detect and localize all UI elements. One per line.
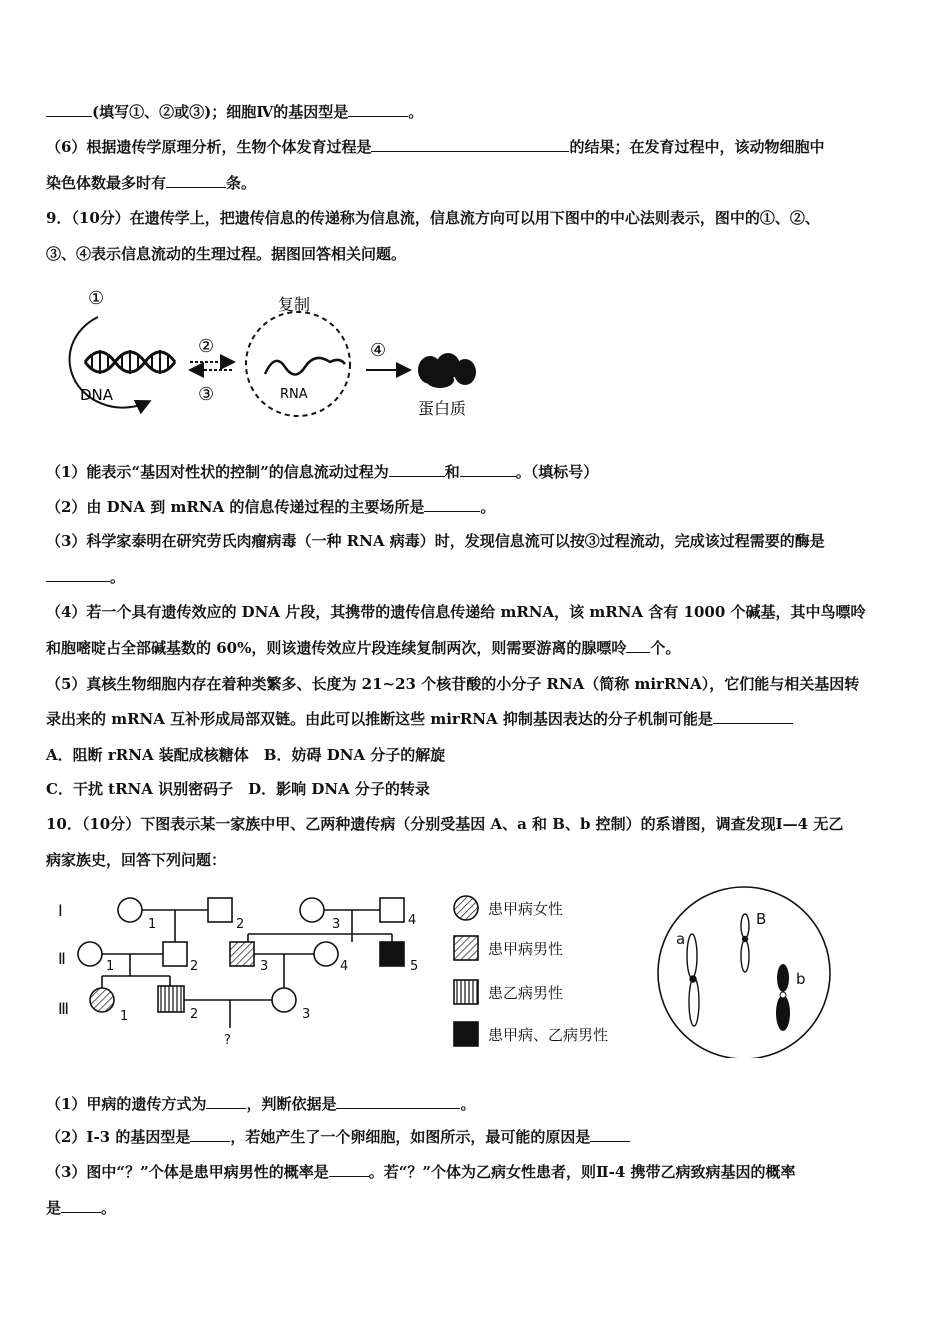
answer-blank[interactable] (336, 1094, 460, 1109)
q9-part-3b: 。 (46, 567, 125, 587)
answer-blank[interactable] (389, 462, 445, 477)
gen-3-label: Ⅲ (58, 999, 70, 1018)
q9-part-4a: （4）若一个具有遗传效应的 DNA 片段，其携带的遗传信息传递给 mRNA，该 mRNA 含有 1000 个碱基，其中鸟嘌呤 (46, 603, 866, 621)
q9-part-5b: 录出来的 mRNA 互补形成局部双链。由此可以推断这些 mirRNA 抑制基因表达的分子机制可能是 (46, 709, 793, 729)
individual-II-5 (380, 942, 404, 966)
individual-I-2 (208, 898, 232, 922)
individual-II-1 (78, 942, 102, 966)
label-II-5: 5 (410, 959, 419, 974)
pedigree-figure (40, 878, 920, 1058)
legend-male-ab-icon (454, 1022, 478, 1046)
q9-options-ab: A．阻断 rRNA 装配成核糖体 B．妨碍 DNA 分子的解旋 (46, 746, 446, 764)
q9-part-3a: （3）科学家泰明在研究劳氏肉瘤病毒（一种 RNA 病毒）时，发现信息流可以按③过程流动，完成该过程需要的酶是 (46, 532, 825, 550)
q10-part-3: （3）图中“？”个体是患甲病男性的概率是 。若“？”个体为乙病女性患者，则Ⅱ-4 携带乙病致病基因的概率 (46, 1163, 796, 1181)
rna-strand (265, 358, 345, 375)
chr-B-label: B (756, 910, 767, 928)
label-I-2: 2 (236, 917, 245, 932)
individual-II-2 (163, 942, 187, 966)
chr-a-label: a (676, 930, 686, 948)
label-I-3: 3 (332, 917, 341, 932)
chr-b-label: b (796, 970, 806, 988)
mark-4: ④ (370, 340, 387, 361)
answer-blank[interactable] (371, 137, 569, 152)
q8-line-2: （6）根据遗传学原理分析，生物个体发育过程是 的结果；在发育过程中，该动物细胞中 (46, 138, 825, 156)
individual-I-3 (300, 898, 324, 922)
label-I-4: 4 (408, 913, 417, 928)
q9-part-2: （2）由 DNA 到 mRNA 的信息传递过程的主要场所是 。 (46, 498, 496, 516)
individual-II-4 (314, 942, 338, 966)
answer-blank[interactable] (166, 173, 226, 188)
mark-1: ① (88, 288, 105, 309)
q10-part-3-end: 是 。 (46, 1199, 117, 1217)
legend-male-a-icon (454, 936, 478, 960)
legend-1: 患甲病女性 (488, 900, 564, 918)
answer-blank[interactable] (61, 1198, 101, 1213)
q8-line-1: (填写①、②或③)；细胞Ⅳ的基因型是 。 (46, 102, 423, 122)
legend-3: 患乙病男性 (488, 984, 564, 1002)
individual-I-4 (380, 898, 404, 922)
q10-stem-1: 10．（10分）下图表示某一家族中甲、乙两种遗传病（分别受基因 A、a 和 B、b 控制）的系谱图，调查发现Ⅰ—4 无乙 (46, 815, 844, 833)
q8-line-3: 染色体数最多时有 条。 (46, 174, 257, 192)
legend-male-b-icon (454, 980, 478, 1004)
q9-part-1: （1）能表示“基因对性状的控制”的信息流动过程为 和 。（填标号） (46, 463, 599, 481)
label-II-2: 2 (190, 959, 199, 974)
q10-part-1: （1）甲病的遗传方式为 ，判断依据是 。 (46, 1095, 476, 1113)
replicate-label: 复制 (278, 295, 311, 314)
individual-II-3 (230, 942, 254, 966)
answer-blank[interactable] (590, 1127, 630, 1142)
central-dogma-figure (40, 282, 500, 432)
individual-III-1 (90, 988, 114, 1012)
gen-1-label: Ⅰ (58, 901, 63, 920)
q10-part-2: （2）Ⅰ-3 的基因型是 ，若她产生了一个卵细胞，如图所示，最可能的原因是 (46, 1127, 630, 1147)
q10-stem-2: 病家族史，回答下列问题： (46, 851, 227, 869)
q9-stem-1: 9．（10分）在遗传学上，把遗传信息的传递称为信息流，信息流方向可以用下图中的中心法则表示，图中的①、②、 (46, 209, 820, 227)
individual-III-2 (158, 986, 184, 1012)
legend-4: 患甲病、乙病男性 (488, 1026, 609, 1044)
answer-blank[interactable] (190, 1127, 230, 1142)
protein-shape (418, 353, 476, 388)
answer-blank[interactable] (348, 102, 408, 117)
rna-label: RNA (280, 387, 308, 402)
legend-female-a-icon (454, 896, 478, 920)
label-I-1: 1 (148, 917, 157, 932)
answer-blank[interactable] (46, 567, 110, 582)
label-II-1: 1 (106, 959, 115, 974)
q9-stem-2: ③、④表示信息流动的生理过程。据图回答相关问题。 (46, 245, 407, 263)
label-II-4: 4 (340, 959, 349, 974)
mark-3: ③ (198, 384, 215, 405)
protein-label: 蛋白质 (418, 399, 467, 418)
answer-blank[interactable] (206, 1094, 246, 1109)
label-III-2: 2 (190, 1007, 199, 1022)
answer-blank[interactable] (424, 497, 480, 512)
unknown-individual: ? (224, 1033, 231, 1048)
answer-blank[interactable] (713, 709, 793, 724)
label-III-1: 1 (120, 1009, 129, 1024)
individual-I-1 (118, 898, 142, 922)
answer-blank[interactable] (626, 638, 650, 653)
chromosome-B (741, 914, 749, 972)
label-II-3: 3 (260, 959, 269, 974)
mark-2: ② (198, 336, 215, 357)
q9-part-5a: （5）真核生物细胞内存在着种类繁多、长度为 21~23 个核苷酸的小分子 RNA（简称 mirRNA），它们能与相关基因转 (46, 675, 860, 693)
answer-blank[interactable] (460, 462, 516, 477)
legend-2: 患甲病男性 (488, 940, 564, 958)
label-III-3: 3 (302, 1007, 311, 1022)
gen-2-label: Ⅱ (58, 949, 66, 968)
q9-options-cd: C．干扰 tRNA 识别密码子 D．影响 DNA 分子的转录 (46, 780, 430, 798)
dna-helix (85, 350, 175, 374)
answer-blank[interactable] (46, 102, 92, 117)
answer-blank[interactable] (329, 1162, 369, 1177)
q9-part-4b: 和胞嘧啶占全部碱基数的 60%，则该遗传效应片段连续复制两次，则需要游离的腺嘌呤 个。 (46, 639, 681, 657)
dna-label: DNA (80, 386, 114, 404)
individual-III-3 (272, 988, 296, 1012)
